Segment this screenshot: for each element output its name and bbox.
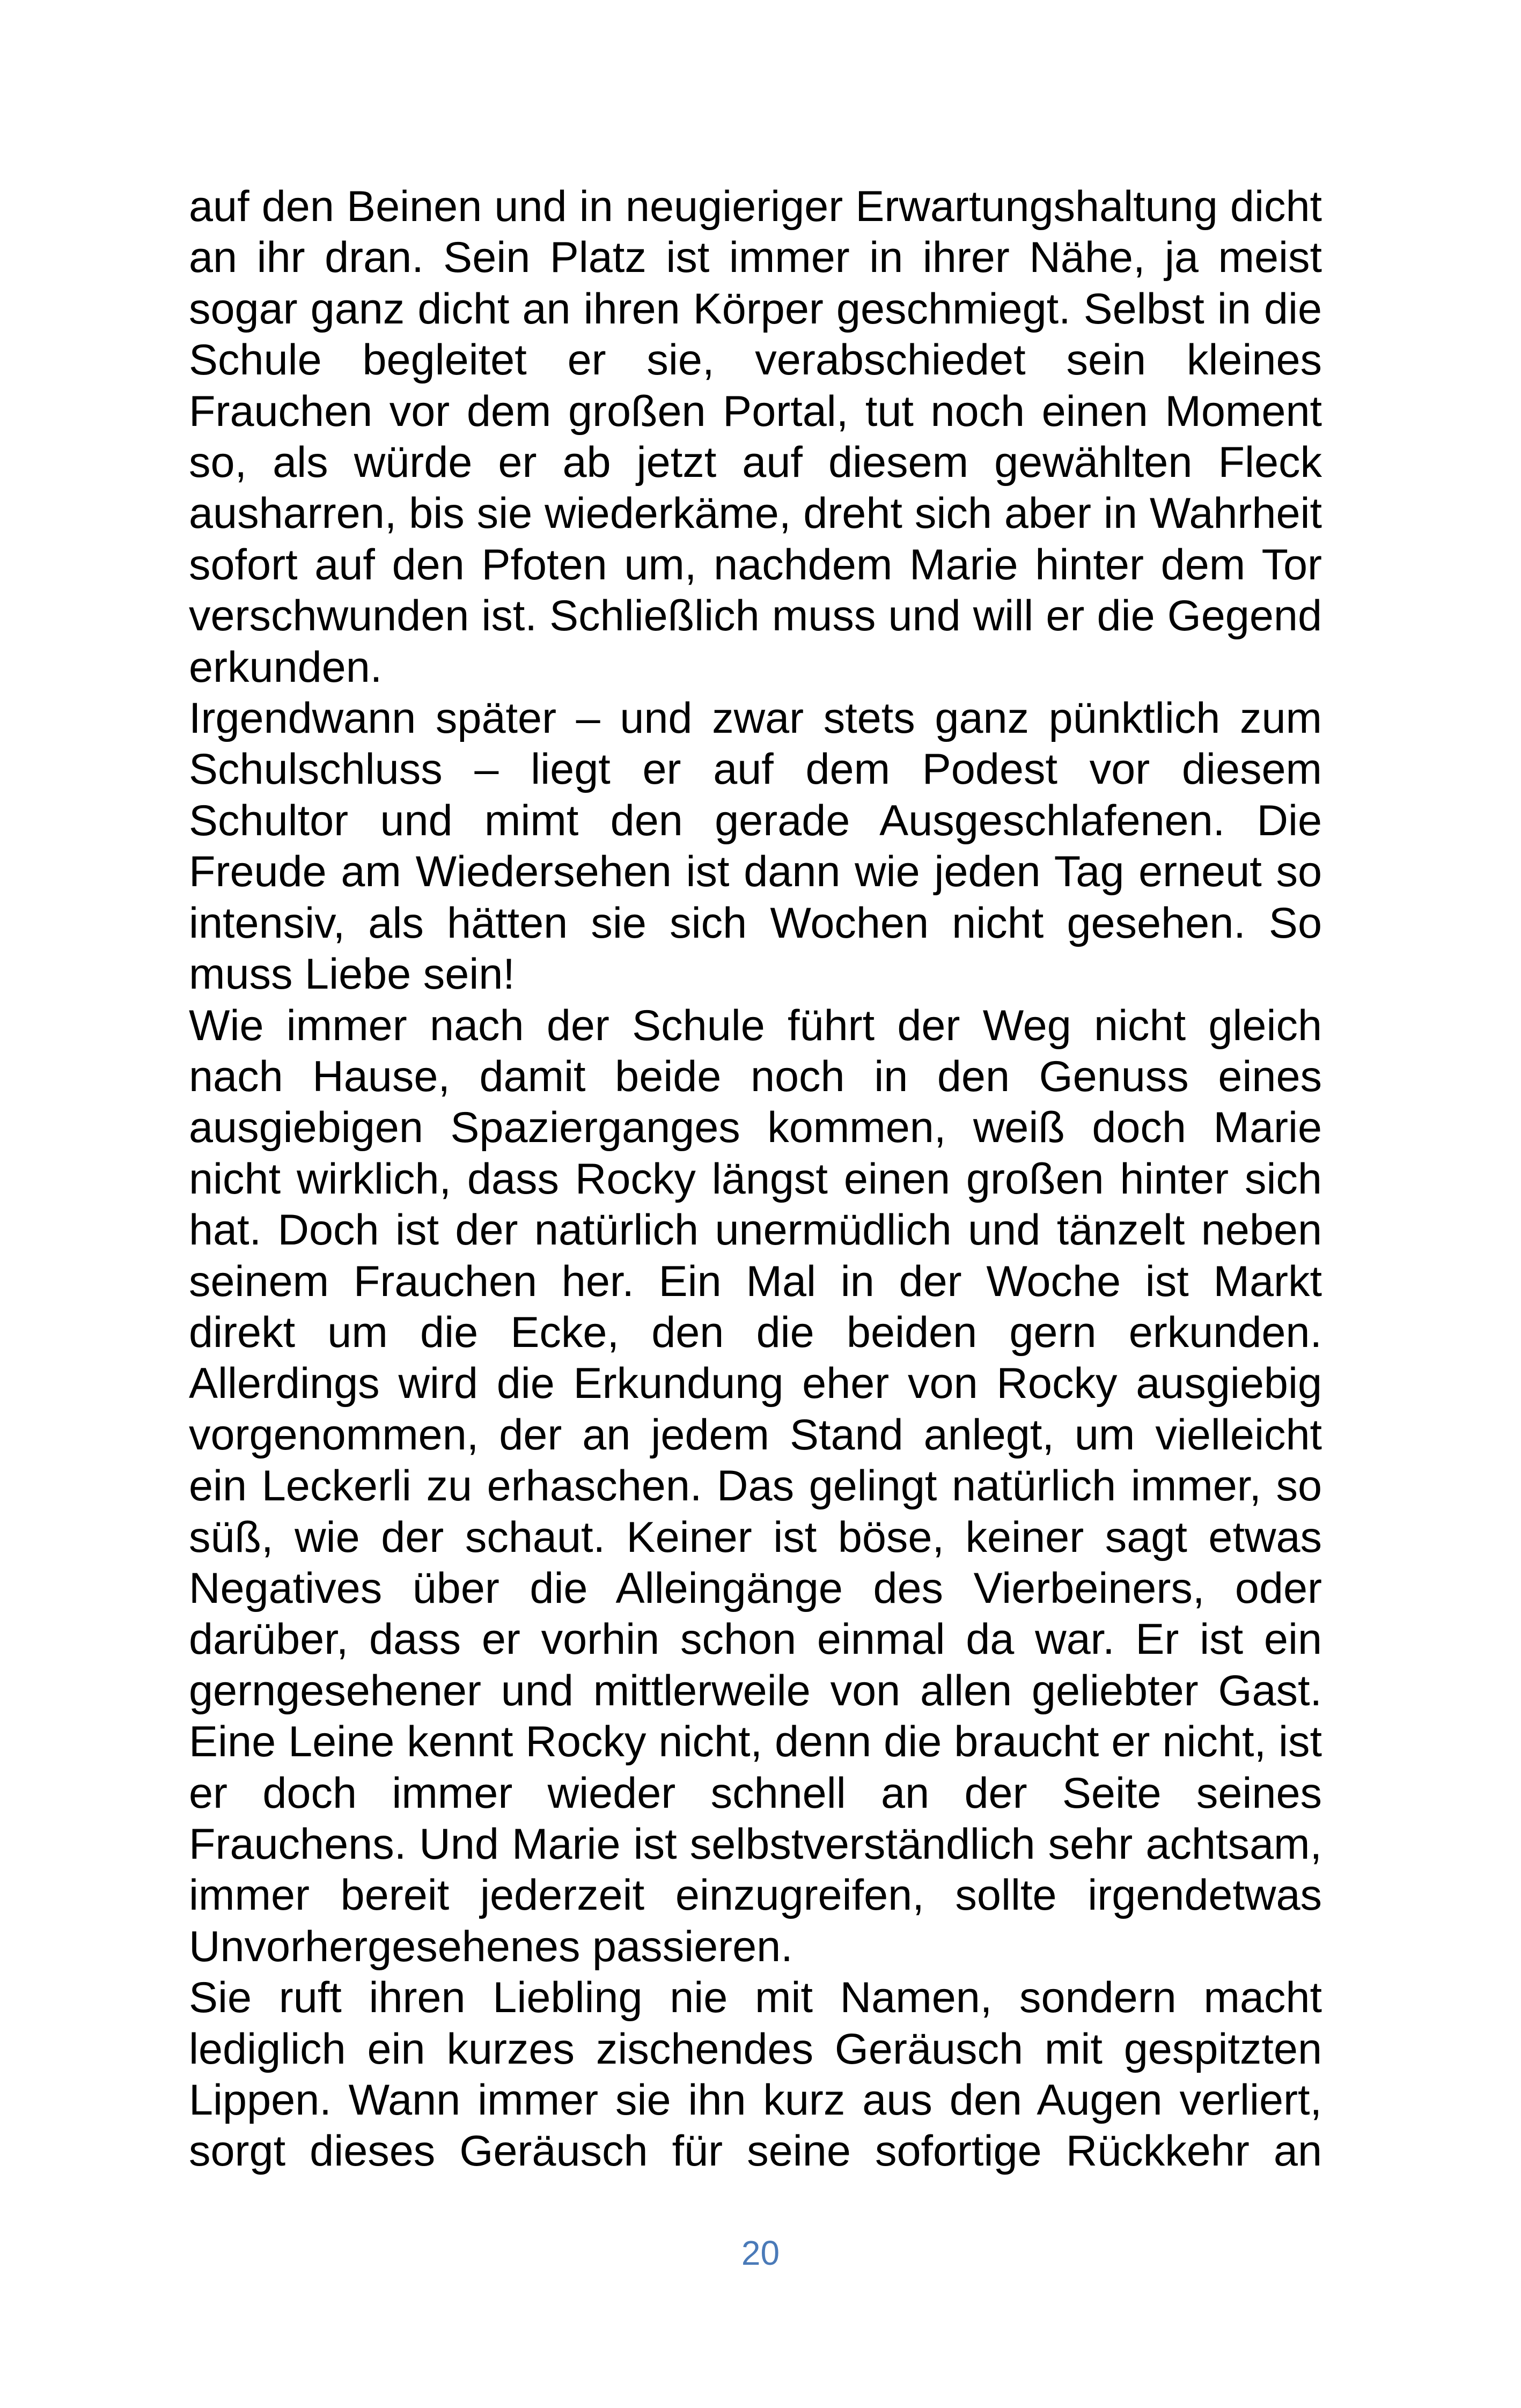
page-number: 20 bbox=[741, 2234, 780, 2272]
body-text bbox=[189, 181, 1322, 2177]
paragraph: Irgendwann später – und zwar stets ganz pünktlich zum Schulschluss – liegt er auf dem Podest vor diesem Schultor und mimt den gerade Ausgeschlafenen. Die Freude am Wiedersehen ist dann wie jeden Tag erneut so intensiv, als hätten sie sich Wochen nicht gesehen. So muss Liebe sein! bbox=[189, 694, 1322, 999]
paragraph: Wie immer nach der Schule führt der Weg nicht gleich nach Hause, damit beide noch in den Genuss eines ausgiebigen Spazierganges kommen, weiß doch Marie nicht wirklich, dass Rocky längst einen großen hinter sich hat. Doch ist der natürlich unermüdlich und tänzelt neben seinem Frauchen her. Ein Mal in der Woche ist Markt direkt um die Ecke, den die beiden gern erkunden. Allerdings wird die Erkundung eher von Rocky ausgiebig vorgenommen, der an jedem Stand anlegt, um vielleicht ein Leckerli zu erhaschen. Das gelingt natürlich immer, so süß, wie der schaut. Keiner ist böse, keiner sagt etwas Negatives über die Alleingänge des Vierbeiners, oder darüber, dass er vorhin schon einmal da war. Er ist ein gerngesehener und mittlerweile von allen geliebter Gast. Eine Leine kennt Rocky nicht, denn die braucht er nicht, ist er doch immer wieder schnell an der Seite seines Frauchens. Und Marie ist selbstverständlich sehr achtsam, immer bereit jederzeit einzugreifen, sollte irgendetwas Unvorhergesehenes passieren. bbox=[189, 1001, 1322, 1971]
paragraph: auf den Beinen und in neugieriger Erwartungshaltung dicht an ihr dran. Sein Platz ist immer in ihrer Nähe, ja meist sogar ganz dicht an ihren Körper geschmiegt. Selbst in die Schule begleitet er sie, verabschiedet sein kleines Frauchen vor dem großen Portal, tut noch einen Moment so, als würde er ab jetzt auf diesem gewählten Fleck ausharren, bis sie wiederkäme, dreht sich aber in Wahrheit sofort auf den Pfoten um, nachdem Marie hinter dem Tor verschwunden ist. Schließlich muss und will er die Gegend erkunden. bbox=[189, 182, 1322, 691]
paragraph: Sie ruft ihren Liebling nie mit Namen, sondern macht lediglich ein kurzes zischendes Geräusch mit gespitzten Lippen. Wann immer sie ihn kurz aus den Augen verliert, sorgt dieses Geräusch für seine sofortige Rückkehr an bbox=[189, 1973, 1322, 2176]
